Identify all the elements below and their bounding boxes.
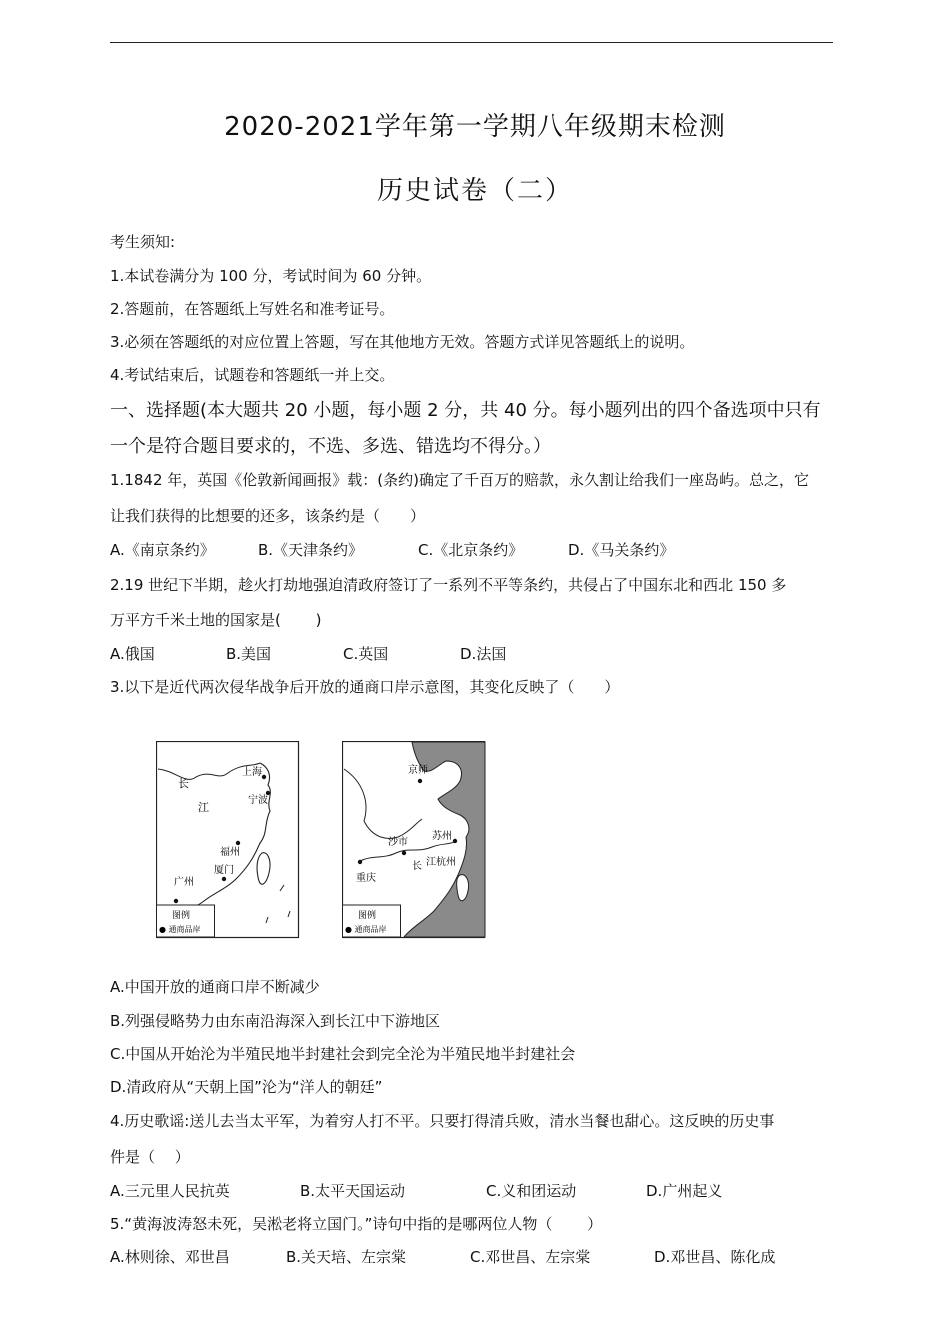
map-2-label: 长 [412,861,422,872]
map-2-legend-item: ● 通商品岸 [345,925,387,934]
question-3-option-c: C.中国从开始沦为半殖民地半封建社会到完全沦为半殖民地半封建社会 [110,1045,576,1063]
option-a: A.俄国 [110,645,155,663]
option-d: D.广州起义 [646,1182,723,1200]
question-3-option-d: D.清政府从“天朝上国”沦为“洋人的朝廷” [110,1078,383,1096]
map-2-label: 重庆 [356,873,376,884]
option-c: C.《北京条约》 [418,541,524,559]
map-1-label: 上海 [242,767,262,778]
notice-item: 1.本试卷满分为 100 分，考试时间为 60 分钟。 [110,267,432,285]
question-4-text-cont: 件是（ ） [110,1148,190,1166]
question-3-text: 3.以下是近代两次侵华战争后开放的通商口岸示意图，其变化反映了（ ） [110,678,620,696]
option-d: D.《马关条约》 [568,541,675,559]
treaty-ports-map-2 [342,741,486,943]
notice-item: 4.考试结束后，试题卷和答题纸一并上交。 [110,366,395,384]
map-2-figure [342,741,486,939]
option-b: B.太平天国运动 [300,1182,406,1200]
treaty-ports-map-1 [156,741,300,943]
question-2-text: 2.19 世纪下半期，趁火打劫地强迫清政府签订了一系列不平等条约，共侵占了中国东北和西北 150 多 [110,576,787,594]
option-a: A.三元里人民抗英 [110,1182,230,1200]
map-1-figure [156,741,300,939]
option-c: C.邓世昌、左宗棠 [470,1248,591,1266]
map-2-label: 江 [426,857,436,868]
question-2-text-cont: 万平方千米土地的国家是( ) [110,611,322,629]
option-a: A.《南京条约》 [110,541,215,559]
notice-heading: 考生须知: [110,233,176,251]
option-b: B.关天培、左宗棠 [286,1248,407,1266]
map-1-label: 宁波 [248,795,268,806]
map-1-legend-item: ● 通商品岸 [159,925,201,934]
map-1-label: 广州 [174,877,194,888]
map-1-label: 长 [178,777,189,790]
option-b: B.美国 [226,645,272,663]
map-2-label: 苏州 [432,831,452,842]
option-c: C.义和团运动 [486,1182,577,1200]
option-d: D.邓世昌、陈化成 [654,1248,776,1266]
option-d: D.法国 [460,645,507,663]
notice-item: 2.答题前，在答题纸上写姓名和准考证号。 [110,300,395,318]
section-heading-cont: 一个是符合题目要求的，不选、多选、错选均不得分。） [110,436,551,457]
notice-item: 3.必须在答题纸的对应位置上答题，写在其他地方无效。答题方式详见答题纸上的说明。 [110,333,695,351]
question-1-text: 1.1842 年，英国《伦敦新闻画报》载：(条约)确定了千百万的赔款，永久割让给我们一座岛屿。总之，它 [110,471,809,489]
map-2-label: 沙市 [388,837,408,848]
map-1-label: 福州 [220,847,240,858]
question-1-text-cont: 让我们获得的比想要的还多，该条约是（ ） [110,507,426,525]
map-1-legend-title: 图例 [172,911,191,921]
exam-title: 2020-2021学年第一学期八年级期末检测 [224,112,726,142]
option-b: B.《天津条约》 [258,541,364,559]
question-4-text: 4.历史歌谣:送儿去当太平军，为着穷人打不平。只要打得清兵败，清水当餐也甜心。这反映的历史事 [110,1112,775,1130]
exam-subtitle: 历史试卷（二） [376,176,573,206]
option-a: A.林则徐、邓世昌 [110,1248,230,1266]
question-3-option-a: A.中国开放的通商口岸不断减少 [110,978,320,996]
map-1-label: 江 [198,801,209,814]
question-3-option-b: B.列强侵略势力由东南沿海深入到长江中下游地区 [110,1012,441,1030]
header-rule [110,42,833,43]
section-heading: 一、选择题(本大题共 20 小题，每小题 2 分，共 40 分。每小题列出的四个备选项中只有 [110,400,821,421]
map-1-label: 厦门 [214,865,234,876]
map-2-legend-title: 图例 [358,911,377,921]
option-c: C.英国 [343,645,389,663]
question-5-text: 5.“黄海波涛怒未死，吴淞老将立国门。”诗句中指的是哪两位人物（ ） [110,1215,603,1233]
map-2-label: 京师 [408,765,428,776]
map-2-label: 杭州 [436,857,456,868]
